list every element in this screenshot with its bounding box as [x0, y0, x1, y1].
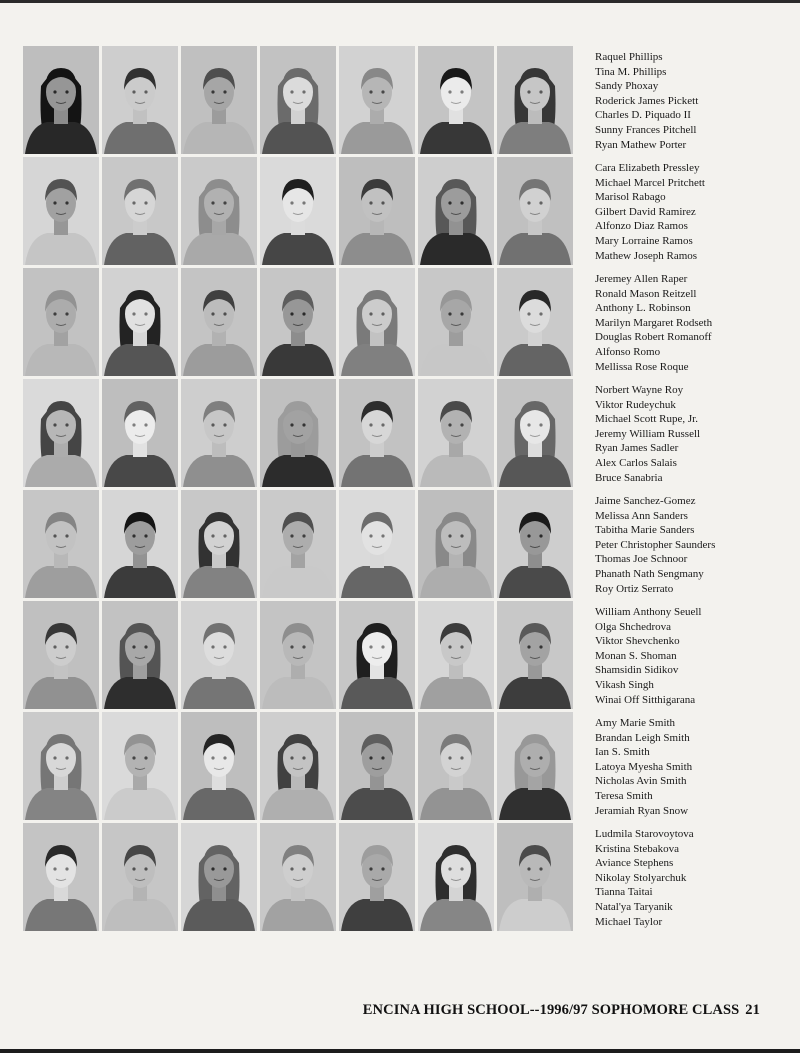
student-portrait: [181, 601, 257, 709]
student-name: Michael Taylor: [595, 915, 663, 928]
footer-title: ENCINA HIGH SCHOOL--1996/97 SOPHOMORE CLASS: [362, 1002, 740, 1018]
student-name: Ludmila Starovoytova: [595, 828, 694, 840]
student-portrait: [181, 823, 257, 931]
student-name: Tianna Taitai: [595, 886, 653, 899]
student-portrait: [418, 490, 494, 598]
student-name: Amy Marie Smith: [595, 717, 676, 729]
student-portrait: [102, 46, 178, 154]
student-portrait: [23, 823, 99, 931]
name-group: [595, 50, 795, 161]
student-name: Marisol Rabago: [595, 191, 666, 204]
student-portrait: [102, 712, 178, 820]
student-portrait: [181, 268, 257, 376]
student-name: Kristina Stebakova: [595, 842, 680, 855]
student-name: Melissa Ann Sanders: [595, 509, 688, 522]
student-name: Alfonzo Diaz Ramos: [595, 220, 688, 233]
student-portrait: [23, 268, 99, 376]
name-group: [595, 494, 795, 605]
student-portrait: [102, 268, 178, 376]
student-name: Alex Carlos Salais: [595, 456, 677, 469]
student-name: Sandy Phoxay: [595, 80, 659, 93]
student-name: Olga Shchedrova: [595, 620, 672, 633]
student-name: Douglas Robert Romanoff: [595, 331, 712, 344]
name-group: [595, 716, 795, 827]
student-portrait: [23, 490, 99, 598]
student-portrait: [260, 46, 336, 154]
student-name: Marilyn Margaret Rodseth: [595, 316, 713, 329]
student-name: Michael Scott Rupe, Jr.: [595, 413, 698, 426]
student-portrait: [418, 823, 494, 931]
student-portrait: [181, 379, 257, 487]
name-group: [595, 161, 795, 272]
student-name: Monan S. Shoman: [595, 649, 677, 662]
student-name: Viktor Shevchenko: [595, 635, 680, 648]
student-name: Aviance Stephens: [595, 857, 674, 870]
student-portrait: [339, 490, 415, 598]
student-name: Bruce Sanabria: [595, 471, 663, 484]
student-portrait: [260, 601, 336, 709]
student-portrait: [418, 46, 494, 154]
student-portrait: [497, 157, 573, 265]
student-name: Jeremey Allen Raper: [595, 273, 688, 285]
student-portrait: [497, 46, 573, 154]
student-name: Thomas Joe Schnoor: [595, 553, 688, 566]
student-portrait: [102, 157, 178, 265]
student-portrait: [260, 157, 336, 265]
student-portrait: [339, 268, 415, 376]
student-name: Mary Lorraine Ramos: [595, 234, 693, 247]
student-name: Alfonso Romo: [595, 345, 661, 358]
student-portrait: [418, 379, 494, 487]
scan-edge-top: [0, 0, 800, 3]
student-name: Ryan Mathew Porter: [595, 138, 687, 151]
student-portrait: [418, 157, 494, 265]
student-portrait: [497, 712, 573, 820]
student-portrait: [418, 268, 494, 376]
student-name: Brandan Leigh Smith: [595, 731, 690, 744]
student-name: Nikolay Stolyarchuk: [595, 871, 687, 884]
student-portrait: [339, 379, 415, 487]
student-name: Peter Christopher Saunders: [595, 538, 716, 551]
photo-grid: [23, 46, 573, 931]
student-name: Teresa Smith: [595, 789, 653, 802]
student-portrait: [260, 712, 336, 820]
student-portrait: [497, 379, 573, 487]
student-name: Gilbert David Ramirez: [595, 205, 696, 218]
student-name: Winai Off Sitthigarana: [595, 693, 696, 706]
student-portrait: [497, 268, 573, 376]
student-portrait: [339, 712, 415, 820]
student-portrait: [181, 157, 257, 265]
student-name: Ronald Mason Reitzell: [595, 287, 697, 300]
student-name: Mathew Joseph Ramos: [595, 249, 698, 262]
student-portrait: [181, 490, 257, 598]
student-name: Sunny Frances Pitchell: [595, 123, 697, 136]
student-name: Nicholas Avin Smith: [595, 775, 687, 788]
student-portrait: [260, 823, 336, 931]
student-portrait: [339, 823, 415, 931]
student-portrait: [23, 601, 99, 709]
student-portrait: [260, 268, 336, 376]
page-number: 21: [745, 1002, 760, 1018]
student-name: Charles D. Piquado II: [595, 109, 691, 122]
student-portrait: [339, 601, 415, 709]
name-list: [595, 50, 795, 938]
student-name: Cara Elizabeth Pressley: [595, 162, 700, 174]
name-group: [595, 827, 795, 938]
student-name: Roderick James Pickett: [595, 94, 699, 107]
page-footer: [363, 1002, 760, 1019]
student-name: Jeremy William Russell: [595, 427, 701, 440]
student-name: Ryan James Sadler: [595, 442, 679, 455]
student-portrait: [102, 490, 178, 598]
student-name: Jeramiah Ryan Snow: [595, 804, 689, 817]
student-portrait: [23, 157, 99, 265]
student-name: Phanath Nath Sengmany: [595, 567, 704, 580]
student-name: Latoya Myesha Smith: [595, 760, 693, 773]
student-name: Mellissa Rose Roque: [595, 360, 689, 373]
student-portrait: [102, 601, 178, 709]
student-portrait: [181, 712, 257, 820]
student-name: Vikash Singh: [595, 678, 654, 691]
student-name: Anthony L. Robinson: [595, 302, 691, 315]
student-name: Raquel Phillips: [595, 51, 663, 63]
student-portrait: [497, 823, 573, 931]
student-portrait: [181, 46, 257, 154]
student-name: Ian S. Smith: [595, 746, 650, 759]
student-portrait: [418, 601, 494, 709]
student-portrait: [23, 379, 99, 487]
name-group: [595, 605, 795, 716]
student-portrait: [339, 46, 415, 154]
name-group: [595, 272, 795, 383]
name-group: [595, 383, 795, 494]
student-portrait: [497, 601, 573, 709]
student-name: Michael Marcel Pritchett: [595, 176, 705, 189]
student-name: Natal'ya Taryanik: [595, 900, 673, 913]
student-name: Norbert Wayne Roy: [595, 384, 684, 396]
student-name: Viktor Rudeychuk: [595, 398, 676, 411]
student-portrait: [260, 379, 336, 487]
student-portrait: [102, 823, 178, 931]
student-name: Tina M. Phillips: [595, 65, 667, 78]
student-portrait: [339, 157, 415, 265]
student-name: Jaime Sanchez-Gomez: [595, 495, 696, 507]
student-name: Roy Ortiz Serrato: [595, 582, 674, 595]
student-portrait: [23, 46, 99, 154]
student-portrait: [102, 379, 178, 487]
student-name: Tabitha Marie Sanders: [595, 524, 695, 537]
student-portrait: [418, 712, 494, 820]
student-portrait: [260, 490, 336, 598]
student-name: William Anthony Seuell: [595, 606, 702, 618]
student-portrait: [497, 490, 573, 598]
scan-edge-bottom: [0, 1049, 800, 1053]
student-name: Shamsidin Sidikov: [595, 664, 679, 677]
student-portrait: [23, 712, 99, 820]
